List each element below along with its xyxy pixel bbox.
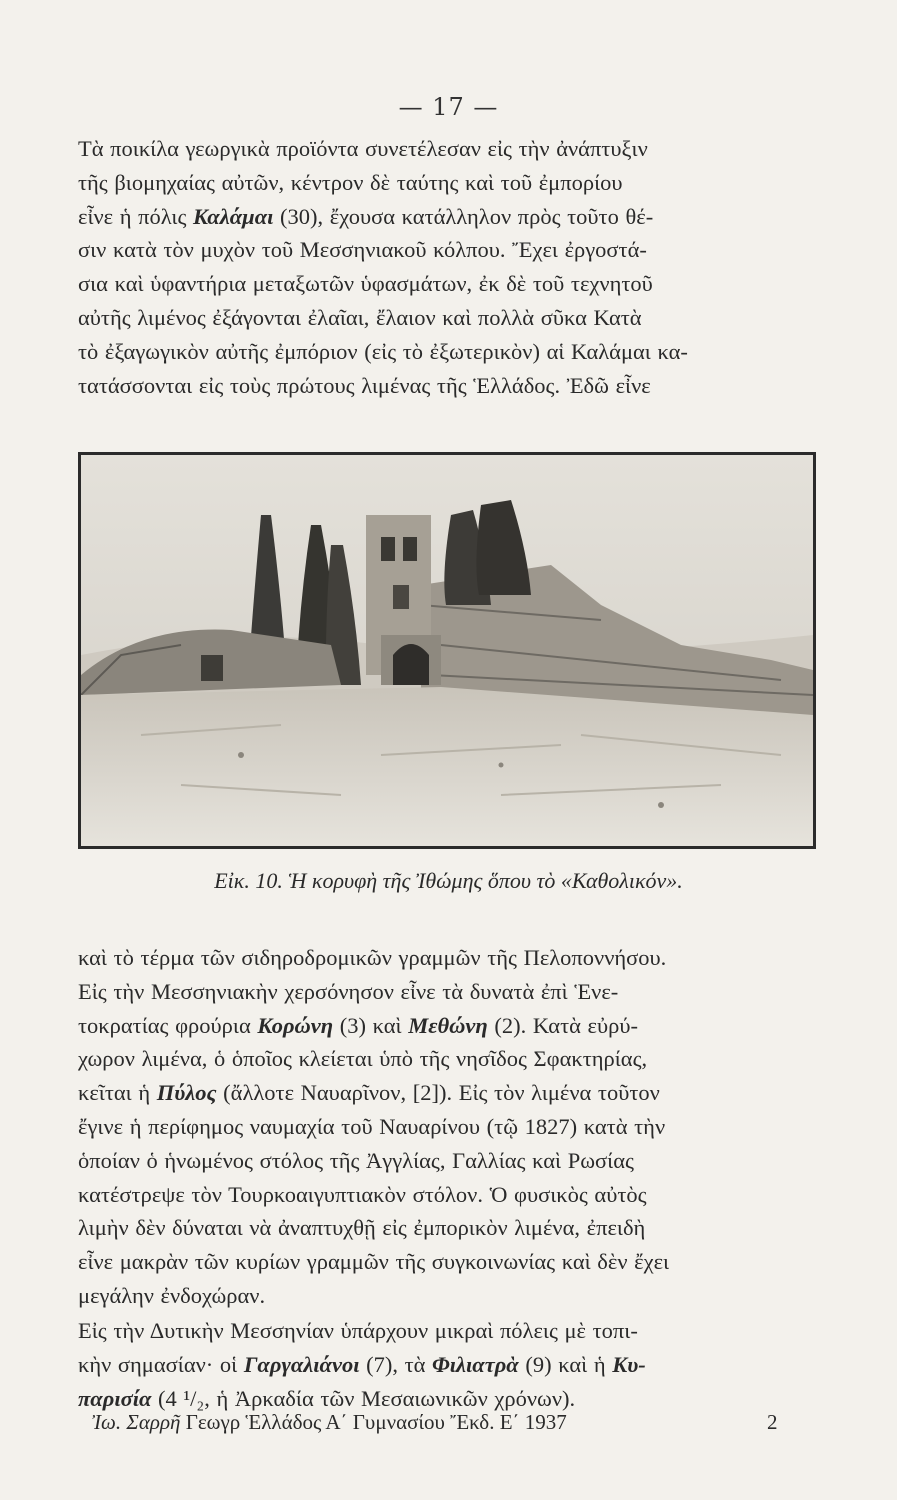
p3-text: κὴν σημασίαν· οἱ <box>78 1351 244 1377</box>
p2-text: (2). Κατὰ εὐρύ- <box>487 1012 638 1038</box>
p3-text: (4 ¹/₂, ἡ Ἀρκαδία τῶν Μεσαιωνικῶν χρόνων). <box>151 1385 576 1411</box>
p1-line-5: σια καὶ ὑφαντήρια μεταξωτῶν ὑφασμάτων, ἐκ δὲ τοῦ τεχνητοῦ <box>78 271 653 297</box>
p2-line-11: μεγάλην ἐνδοχώραν. <box>78 1282 266 1308</box>
footer-title: Γεωγρ Ἑλλάδος Α΄ Γυμνασίου Ἔκδ. Ε΄ 1937 <box>180 1410 567 1434</box>
p3-line-2 <box>78 1348 808 1382</box>
p3-line-1: Εἰς τὴν Δυτικὴν Μεσσηνίαν ὑπάρχουν μικραὶ πόλεις μὲ τοπι- <box>78 1318 638 1343</box>
p1-line-8: τατάσσονται εἰς τοὺς πρώτους λιμένας τῆς Ἑλλάδος. Ἐδῶ εἶνε <box>78 372 651 398</box>
p2-line-9: λιμὴν δὲν δύναται νὰ ἀναπτυχθῇ εἰς ἐμπορικὸν λιμένα, ἐπειδὴ <box>78 1215 646 1241</box>
p1-line-2: τῆς βιομηχαίας αὐτῶν, κέντρον δὲ ταύτης καὶ τοῦ ἐμπορίου <box>78 169 623 195</box>
paragraph-3 <box>78 1314 808 1415</box>
p2-line-1: καὶ τὸ τέρμα τῶν σιδηροδρομικῶν γραμμῶν τῆς Πελοποννήσου. <box>78 945 667 970</box>
footer-author: Ἰω. Σαρρῆ <box>92 1410 181 1434</box>
p3-text: (7), τὰ <box>359 1351 433 1377</box>
p2-line-3 <box>78 1009 808 1043</box>
place-kyparissia-part2: παρισία <box>78 1385 152 1411</box>
page-number: — 17 — <box>398 93 499 121</box>
p2-text: τοκρατίας φρούρια <box>78 1012 258 1038</box>
place-pylos: Πύλος <box>156 1080 217 1106</box>
p2-line-7: ὁποίαν ὁ ἡνωμένος στόλος τῆς Ἀγγλίας, Γαλλίας καὶ Ρωσίας <box>78 1147 634 1173</box>
p1-line-1: Τὰ ποικίλα γεωργικὰ προϊόντα συνετέλεσαν εἰς τὴν ἀνάπτυξιν <box>78 136 648 161</box>
place-methoni: Μεθώνη <box>408 1012 488 1038</box>
figure-caption: Εἰκ. 10. Ἡ κορυφὴ τῆς Ἰθώμης ὅπου τὸ «Καθολικόν». <box>214 868 683 893</box>
p2-text: κεῖται ἡ <box>78 1080 157 1106</box>
photograph-ithome-summit <box>78 452 816 849</box>
paragraph-1 <box>78 132 808 402</box>
p1-line-4: σιν κατὰ τὸν μυχὸν τοῦ Μεσσηνιακοῦ κόλπου. Ἔχει ἐργοστά- <box>78 237 647 263</box>
p2-text: (ἄλλοτε Ναυαρῖνον, [2]). Εἰς τὸν λιμένα τοῦτον <box>216 1080 660 1106</box>
place-kyparissia-part1: Κυ- <box>612 1351 646 1377</box>
p2-line-10: εἶνε μακρὰν τῶν κυρίων γραμμῶν τῆς συγκοινωνίας καὶ δὲν ἔχει <box>78 1249 670 1275</box>
p1-line-7: τὸ ἐξαγωγικὸν αὐτῆς ἐμπόριον (εἰς τὸ ἐξωτερικὸν) αἱ Καλάμαι κα- <box>78 338 688 364</box>
place-filiatra: Φιλιατρὰ <box>432 1351 519 1377</box>
p2-line-5 <box>78 1076 808 1110</box>
footer-sheet-number: 2 <box>767 1410 778 1434</box>
p2-line-4: χωρον λιμένα, ὁ ὁποῖος κλείεται ὑπὸ τῆς νησῖδος Σφακτηρίας, <box>78 1046 648 1072</box>
place-kalamai: Καλάμαι <box>192 203 274 229</box>
p1-text: εἶνε ἡ πόλις <box>78 203 193 229</box>
photo-illustration <box>81 455 813 846</box>
p2-line-6: ἔγινε ἡ περίφημος ναυμαχία τοῦ Ναυαρίνου (τῷ 1827) κατὰ τὴν <box>78 1113 666 1139</box>
paragraph-2 <box>78 941 808 1313</box>
p1-line-3 <box>78 200 808 234</box>
place-koroni: Κορώνη <box>257 1012 334 1038</box>
p2-line-8: κατέστρεψε τὸν Τουρκοαιγυπτιακὸν στόλον. Ὁ φυσικὸς αὐτὸς <box>78 1181 647 1207</box>
p2-text: (3) καὶ <box>333 1012 409 1038</box>
p2-line-2: Εἰς τὴν Μεσσηνιακὴν χερσόνησον εἶνε τὰ δυνατὰ ἐπὶ Ἑνε- <box>78 978 619 1004</box>
p1-line-6: αὐτῆς λιμένος ἐξάγονται ἐλαῖαι, ἔλαιον καὶ πολλὰ σῦκα Κατὰ <box>78 304 642 330</box>
footer-signature <box>92 1410 792 1435</box>
p1-text: (30), ἔχουσα κατάλληλον πρὸς τοῦτο θέ- <box>273 203 654 229</box>
place-gargalianoi: Γαργαλιάνοι <box>243 1351 360 1377</box>
p3-text: (9) καὶ ἡ <box>518 1351 613 1377</box>
